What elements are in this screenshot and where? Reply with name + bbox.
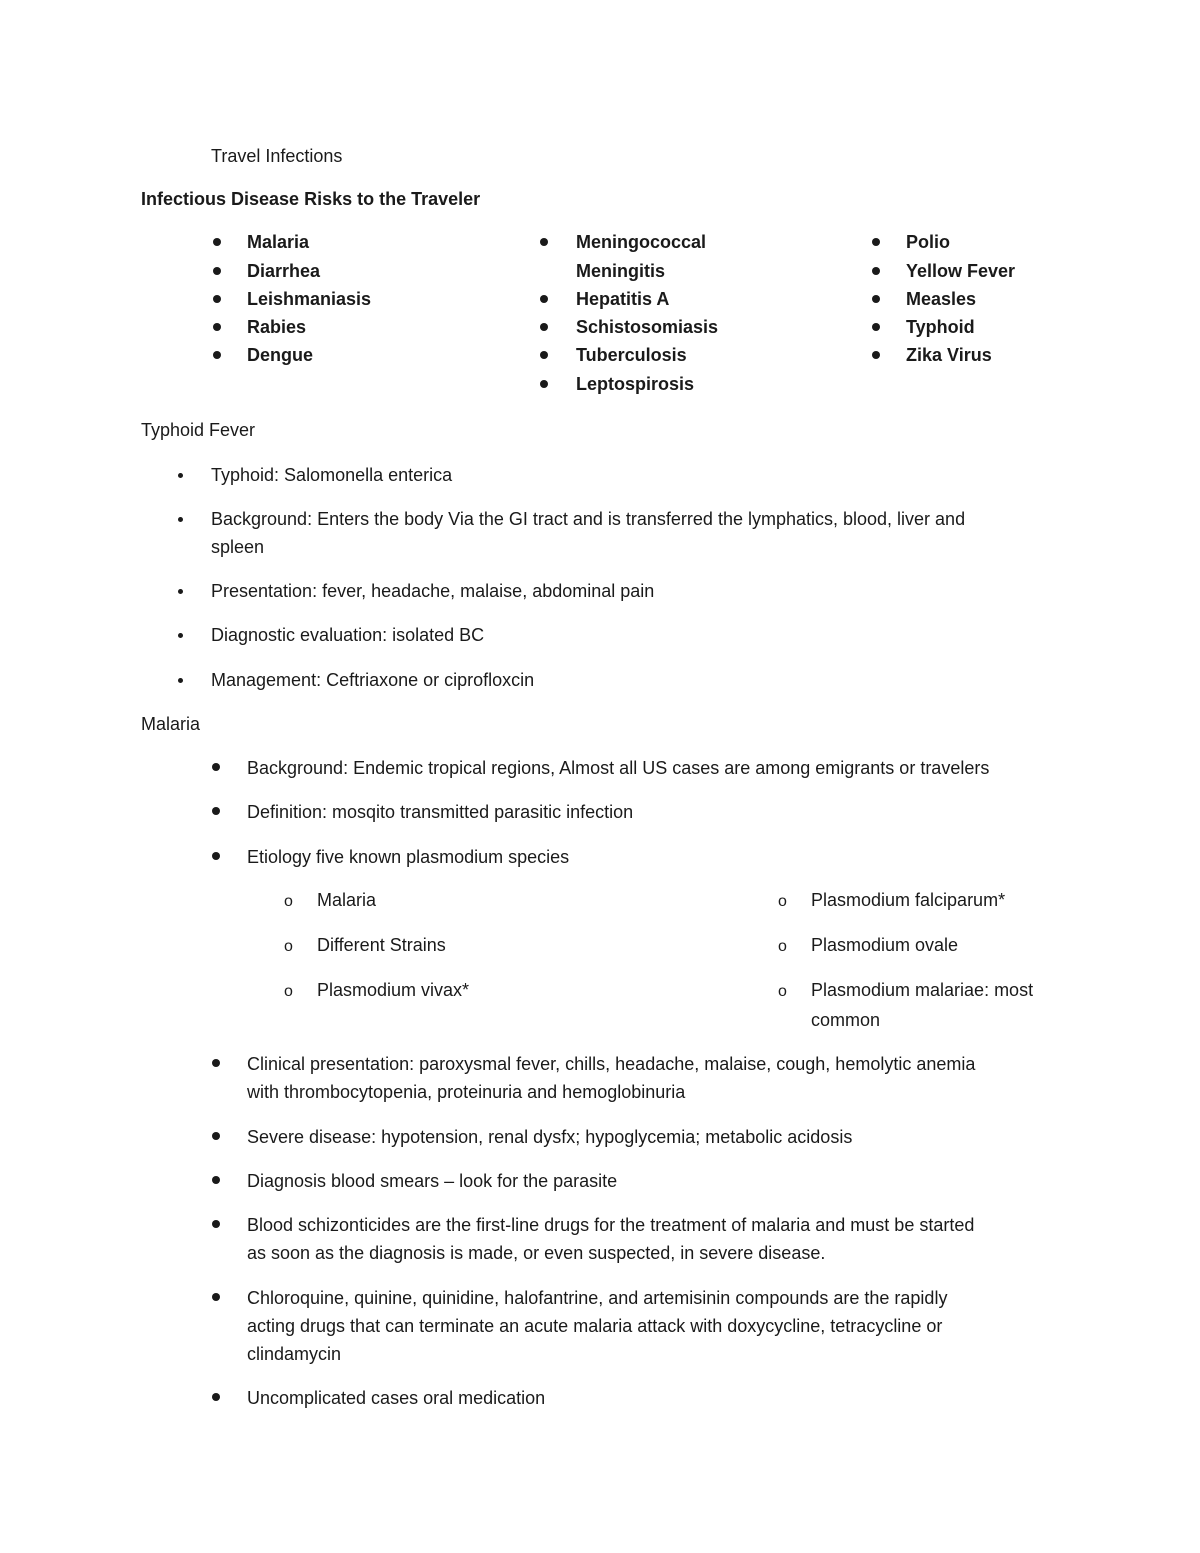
bullet-icon bbox=[212, 1293, 220, 1301]
risk-item: Yellow Fever bbox=[906, 261, 1016, 281]
typhoid-item: Typhoid: Salomonella enterica bbox=[211, 465, 453, 485]
bullet-icon bbox=[212, 1220, 220, 1228]
risk-item: Leptospirosis bbox=[576, 374, 695, 394]
risk-item: Schistosomiasis bbox=[576, 317, 719, 337]
species-item: Plasmodium vivax* bbox=[317, 980, 470, 1000]
risk-item: Typhoid bbox=[906, 317, 975, 337]
bullet-icon bbox=[872, 238, 880, 246]
bullet-icon bbox=[178, 678, 183, 683]
sub-bullet-icon: o bbox=[284, 938, 293, 955]
bullet-icon bbox=[213, 351, 221, 359]
risk-item: Measles bbox=[906, 289, 977, 309]
malaria-item: Definition: mosqito transmitted parasitic infection bbox=[247, 802, 634, 822]
malaria-item-continuation: acting drugs that can terminate an acute malaria attack with doxycycline, tetracycline or bbox=[247, 1316, 943, 1336]
sub-bullet-icon: o bbox=[284, 983, 293, 1000]
bullet-icon bbox=[212, 852, 220, 860]
species-item: Plasmodium falciparum* bbox=[811, 890, 1006, 910]
bullet-icon bbox=[212, 763, 220, 771]
typhoid-item: Background: Enters the body Via the GI tract and is transferred the lymphatics, blood, liver and bbox=[211, 509, 966, 529]
bullet-icon bbox=[212, 807, 220, 815]
risks-heading: Infectious Disease Risks to the Traveler bbox=[141, 189, 481, 209]
risk-item: Zika Virus bbox=[906, 345, 992, 365]
bullet-icon bbox=[212, 1132, 220, 1140]
malaria-item: Blood schizonticides are the first-line drugs for the treatment of malaria and must be started bbox=[247, 1215, 975, 1235]
malaria-item: Severe disease: hypotension, renal dysfx; hypoglycemia; metabolic acidosis bbox=[247, 1127, 853, 1147]
bullet-icon bbox=[872, 323, 880, 331]
malaria-item: Clinical presentation: paroxysmal fever, chills, headache, malaise, cough, hemolytic anemia bbox=[247, 1054, 976, 1074]
risk-item: Diarrhea bbox=[247, 261, 321, 281]
malaria-item-continuation: as soon as the diagnosis is made, or even suspected, in severe disease. bbox=[247, 1243, 826, 1263]
bullet-icon bbox=[213, 295, 221, 303]
bullet-icon bbox=[213, 267, 221, 275]
bullet-icon bbox=[540, 295, 548, 303]
sub-bullet-icon: o bbox=[778, 938, 787, 955]
malaria-item: Diagnosis blood smears – look for the parasite bbox=[247, 1171, 618, 1191]
risk-item: Polio bbox=[906, 232, 950, 252]
risk-item: Leishmaniasis bbox=[247, 289, 372, 309]
bullet-icon bbox=[540, 351, 548, 359]
risk-item: Malaria bbox=[247, 232, 310, 252]
malaria-item: Etiology five known plasmodium species bbox=[247, 847, 570, 867]
risk-item: Meningococcal bbox=[576, 232, 707, 252]
bullet-icon bbox=[540, 380, 548, 388]
risk-item: Hepatitis A bbox=[576, 289, 670, 309]
bullet-icon bbox=[212, 1176, 220, 1184]
risk-item: Dengue bbox=[247, 345, 314, 365]
bullet-icon bbox=[178, 589, 183, 594]
typhoid-item: Diagnostic evaluation: isolated BC bbox=[211, 625, 485, 645]
malaria-item-continuation: clindamycin bbox=[247, 1344, 342, 1364]
malaria-item: Chloroquine, quinine, quinidine, halofantrine, and artemisinin compounds are the rapidly bbox=[247, 1288, 948, 1308]
species-item: Malaria bbox=[317, 890, 377, 910]
malaria-item: Uncomplicated cases oral medication bbox=[247, 1388, 546, 1408]
bullet-icon bbox=[540, 323, 548, 331]
sub-bullet-icon: o bbox=[778, 983, 787, 1000]
typhoid-item: Presentation: fever, headache, malaise, abdominal pain bbox=[211, 581, 655, 601]
bullet-icon bbox=[872, 295, 880, 303]
risk-item: Rabies bbox=[247, 317, 307, 337]
bullet-icon bbox=[872, 267, 880, 275]
typhoid-item-continuation: spleen bbox=[211, 537, 265, 557]
malaria-heading: Malaria bbox=[141, 714, 201, 734]
bullet-icon bbox=[178, 517, 183, 522]
bullet-icon bbox=[213, 323, 221, 331]
species-item-continuation: common bbox=[811, 1010, 881, 1030]
bullet-icon bbox=[212, 1393, 220, 1401]
risk-item: Meningitis bbox=[576, 261, 665, 281]
species-item: Plasmodium malariae: most bbox=[811, 980, 1034, 1000]
bullet-icon bbox=[212, 1059, 220, 1067]
typhoid-heading: Typhoid Fever bbox=[141, 420, 256, 440]
malaria-item: Background: Endemic tropical regions, Almost all US cases are among emigrants or travelers bbox=[247, 758, 990, 778]
malaria-item-continuation: with thrombocytopenia, proteinuria and hemoglobinuria bbox=[247, 1082, 686, 1102]
species-item: Different Strains bbox=[317, 935, 446, 955]
typhoid-item: Management: Ceftriaxone or ciprofloxcin bbox=[211, 670, 535, 690]
bullet-icon bbox=[178, 473, 183, 478]
sub-bullet-icon: o bbox=[284, 893, 293, 910]
risk-item: Tuberculosis bbox=[576, 345, 687, 365]
bullet-icon bbox=[178, 633, 183, 638]
document-title: Travel Infections bbox=[211, 146, 343, 166]
species-item: Plasmodium ovale bbox=[811, 935, 959, 955]
bullet-icon bbox=[213, 238, 221, 246]
sub-bullet-icon: o bbox=[778, 893, 787, 910]
bullet-icon bbox=[872, 351, 880, 359]
bullet-icon bbox=[540, 238, 548, 246]
